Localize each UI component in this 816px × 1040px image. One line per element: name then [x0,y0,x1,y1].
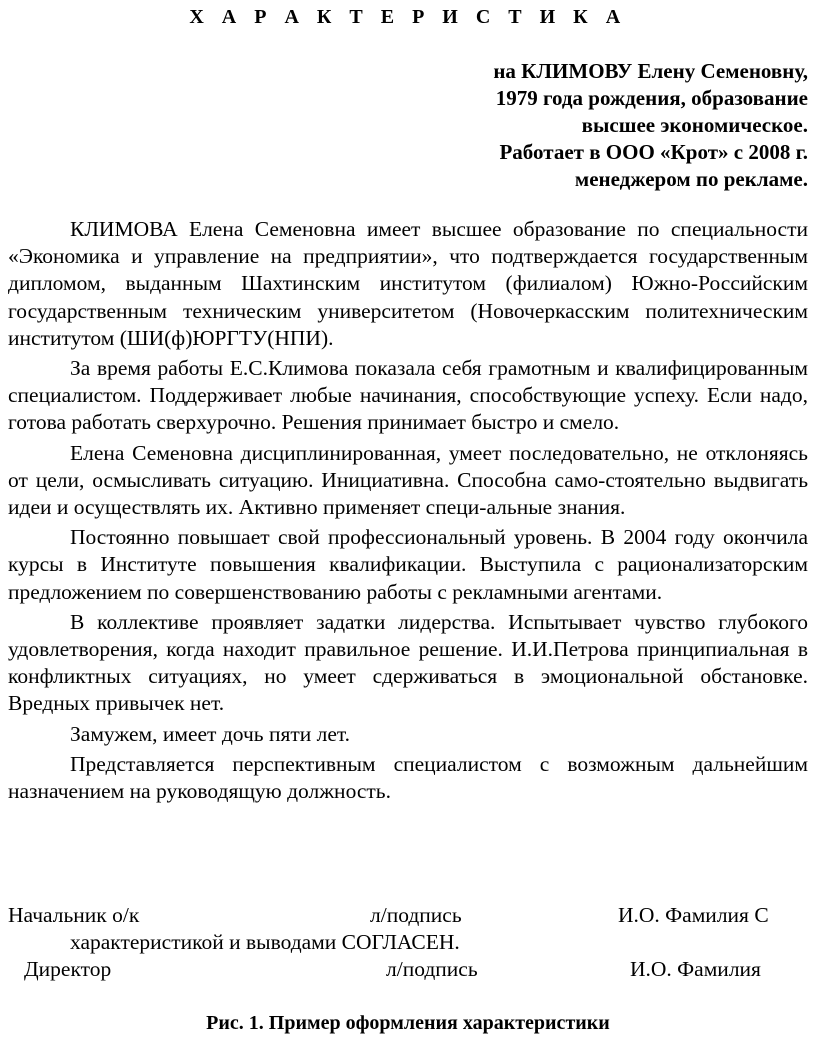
signature-row-director [8,956,808,983]
signature-placeholder: л/подпись [386,957,478,981]
header-line: менеджером по рекламе. [574,167,808,191]
header-line: на КЛИМОВУ Елену Семеновну, [493,59,808,83]
agreement-line: характеристикой и выводами СОГЛАСЕН. [70,930,460,954]
signature-placeholder: л/подпись [370,903,462,927]
signature-row-head [8,902,808,929]
header-line: высшее экономическое. [581,113,808,137]
header-line: Работает в ООО «Крот» с 2008 г. [499,140,808,164]
signer-role: Директор [24,957,112,981]
header-line: 1979 года рождения, образование [495,86,808,110]
body-paragraph: Замужем, имеет дочь пяти лет. [70,721,351,746]
subject-header [493,58,808,193]
body-paragraph: Представляется перспективным специалистом с возможным дальнейшим назначением на руководящую должность. [8,751,808,804]
body-paragraph: Постоянно повышает свой профессиональный уровень. В 2004 году окончила курсы в Институте повышения квалификации. Выступила с рационализаторским предложением по совершенствованию работы с рекламными агентами. [8,525,808,604]
body-paragraph: Елена Семеновна дисциплинированная, умеет последовательно, не отклоняясь от цели, осмысливать ситуацию. Инициативна. Способна само-стоятельно выдвигать идеи и осуществлять их. Активно применяет специ-альные знания. [8,440,808,520]
figure-caption: Рис. 1. Пример оформления характеристики [206,1012,610,1034]
document-body [8,216,808,808]
signer-name: И.О. Фамилия С [618,903,769,927]
signer-name: И.О. Фамилия [630,957,761,981]
document-title: Х А Р А К Т Е Р И С Т И К А [189,6,627,28]
body-paragraph: За время работы Е.С.Климова показала себя грамотным и квалифицированным специалистом. Поддерживает любые начинания, способствующие успеху. Если надо, готова работать сверхурочно. Решения принимает быстро и смело. [8,356,808,435]
body-paragraph: В коллективе проявляет задатки лидерства. Испытывает чувство глубокого удовлетворения, когда находит правильное решение. И.И.Петрова принципиальная в конфликтных ситуациях, но умеет сдерживаться в эмоциональной обстановке. Вредных привычек нет. [8,609,808,716]
signer-role: Начальник о/к [8,903,140,927]
body-paragraph: КЛИМОВА Елена Семеновна имеет высшее образование по специальности «Экономика и управление на предприятии», что подтверждается государственным дипломом, выданным Шахтинским институтом (филиалом) Южно-Российским государственным техническим университетом (Новочеркасским политехническим институтом (ШИ(ф)ЮРГТУ(НПИ). [8,217,808,350]
